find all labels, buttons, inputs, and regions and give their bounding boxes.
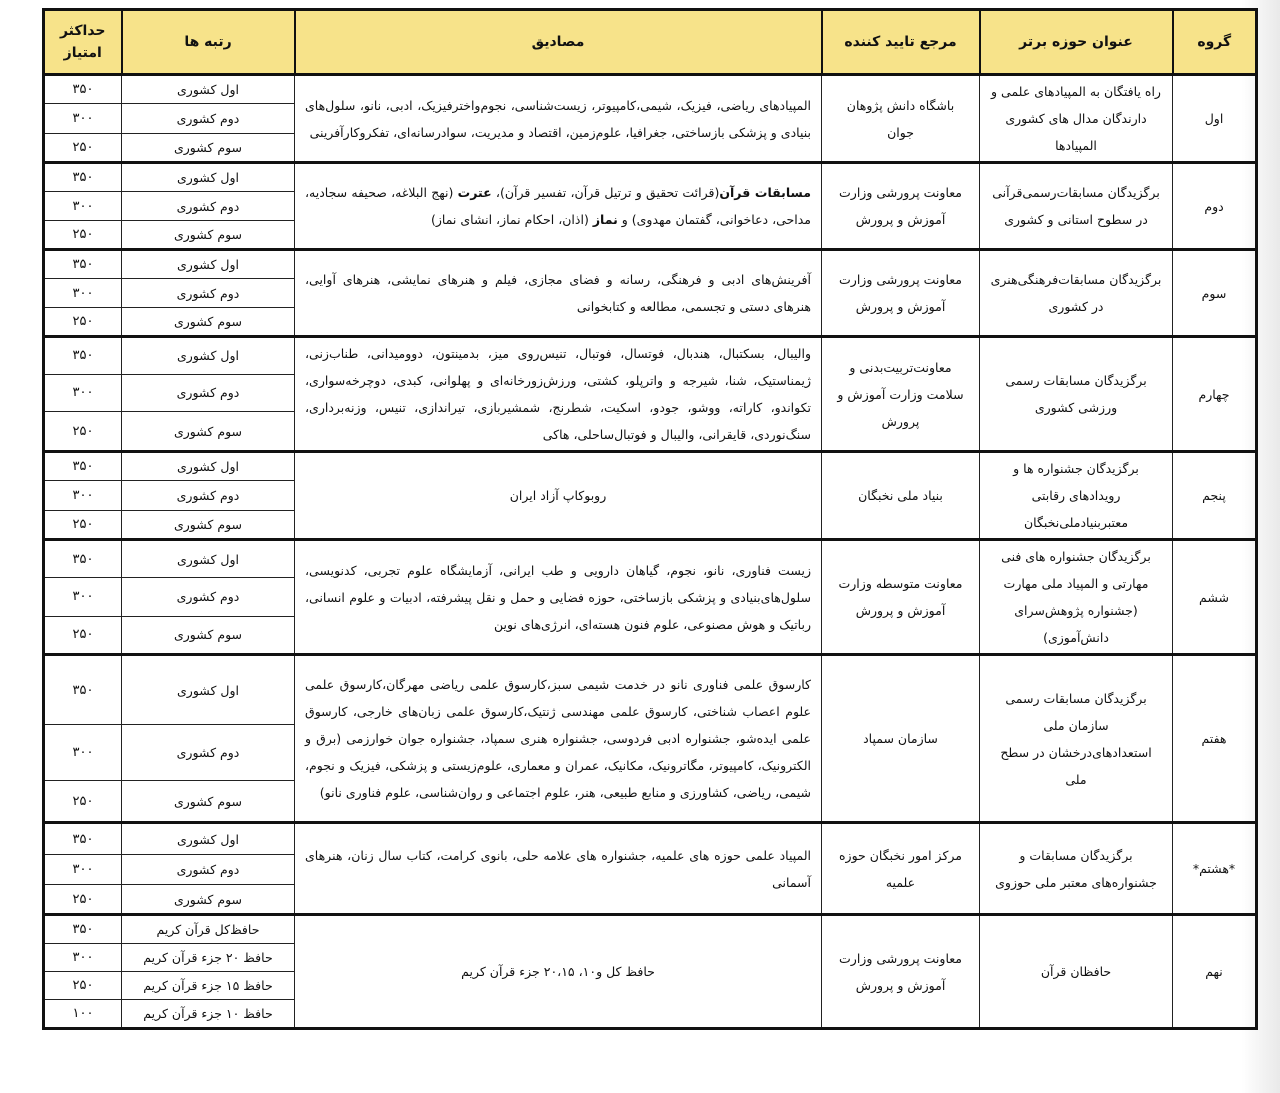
title-cell: برگزیدگان مسابقات و جشنواره‌های معتبر ملی حوزوی [980, 823, 1173, 915]
table-row [44, 823, 1257, 855]
header-authority: مرجع تایید کننده [822, 10, 980, 75]
header-max-score: حداکثر امتیاز [44, 10, 122, 75]
score-cell: ۲۵۰ [44, 221, 122, 250]
header-ranks: رتبه ها [122, 10, 295, 75]
score-cell: ۳۰۰ [44, 725, 122, 781]
title-cell: حافظان قرآن [980, 915, 1173, 1029]
score-cell: ۳۰۰ [44, 578, 122, 616]
header-group: گروه [1173, 10, 1257, 75]
rank-cell: سوم کشوری [122, 221, 295, 250]
table-row [44, 163, 1257, 192]
authority-cell: معاونت متوسطه وزارت آموزش و پرورش [822, 540, 980, 655]
rank-cell: دوم کشوری [122, 855, 295, 885]
authority-cell: باشگاه دانش پژوهان جوان [822, 75, 980, 163]
group-cell: هفتم [1173, 655, 1257, 823]
table-row [44, 655, 1257, 725]
header-row [44, 10, 1257, 75]
group-cell: اول [1173, 75, 1257, 163]
rank-cell: دوم کشوری [122, 481, 295, 510]
group-cell: *هشتم* [1173, 823, 1257, 915]
score-cell: ۳۵۰ [44, 823, 122, 855]
rank-cell: حافظ ۱۵ جزء قرآن کریم [122, 972, 295, 1000]
examples-bold: عترت [457, 185, 492, 200]
examples-bold: نماز [592, 212, 618, 227]
rank-cell: سوم کشوری [122, 510, 295, 539]
score-cell: ۳۵۰ [44, 452, 122, 481]
authority-cell: معاونت پرورشی وزارت آموزش و پرورش [822, 250, 980, 337]
authority-cell: معاونت پرورشی وزارت آموزش و پرورش [822, 915, 980, 1029]
examples-cell: روبوکاپ آزاد ایران [295, 452, 822, 540]
examples-cell: المپیاد علمی حوزه های علمیه، جشنواره های علامه حلی، بانوی کرامت، کتاب سال زنان، هنرهای آسمانی [295, 823, 822, 915]
rank-cell: سوم کشوری [122, 412, 295, 452]
rank-cell: سوم کشوری [122, 616, 295, 654]
score-cell: ۲۵۰ [44, 616, 122, 654]
examples-cell: زیست فناوری، نانو، نجوم، گیاهان دارویی و طب ایرانی، آزمایشگاه علوم تجربی، کدنویسی، سلول‌های‌بنیادی و پزشکی بازساختی، حوزه فضایی و حمل و نقل پیشرفته، ادبیات و علوم انسانی، رباتیک و هوش مصنوعی، علوم فنون هسته‌ای، انرژی‌های نوین [295, 540, 822, 655]
group-cell: پنجم [1173, 452, 1257, 540]
rank-cell: اول کشوری [122, 75, 295, 104]
table-row [44, 337, 1257, 375]
rank-cell: اول کشوری [122, 452, 295, 481]
score-cell: ۲۵۰ [44, 781, 122, 823]
title-cell: راه یافتگان به المپیادهای علمی و دارندگان مدال های کشوری المپیادها [980, 75, 1173, 163]
score-cell: ۲۵۰ [44, 972, 122, 1000]
title-cell: برگزیدگان جشنواره های فنی مهارتی و المپیاد ملی مهارت (جشنواره پژوهش‌سرای دانش‌آموزی) [980, 540, 1173, 655]
group-cell: چهارم [1173, 337, 1257, 452]
table-row [44, 250, 1257, 279]
rank-cell: سوم کشوری [122, 308, 295, 337]
examples-cell [295, 163, 822, 250]
authority-cell: مرکز امور نخبگان حوزه علمیه [822, 823, 980, 915]
score-cell: ۳۵۰ [44, 540, 122, 578]
score-cell: ۳۰۰ [44, 374, 122, 412]
rank-cell: دوم کشوری [122, 104, 295, 133]
examples-text: (نهج البلاغه، صحیفه سجادیه، مداحی، دعاخوانی، گفتمان مهدوی) و [305, 185, 811, 227]
examples-cell: کارسوق علمی فناوری نانو در خدمت شیمی سبز،کارسوق علمی ریاضی مهرگان،کارسوق علمی علوم اعصاب شناختی، کارسوق علمی مهندسی ژنتیک،کارسوق علمی زبان‌های خارجی، کارسوق علمی ایده‌شو، جشنواره ادبی فردوسی، جشنواره هنری سمپاد، جشنواره جوان خوارزمی (برق و الکترونیک، کامپیوتر، مگاترونیک، مکانیک، عمران و معماری، علوم‌زیستی و پزشکی، فیزیک و نجوم، شیمی، ریاضی، کشاورزی و منابع طبیعی، هنر، علوم اجتماعی و روان‌شناسی، علوم فناوری نانو) [295, 655, 822, 823]
table-row [44, 540, 1257, 578]
title-cell: برگزیدگان مسابقات رسمی سازمان ملی استعدادهای‌درخشان در سطح ملی [980, 655, 1173, 823]
rank-cell: اول کشوری [122, 163, 295, 192]
rank-cell: حافظ‌کل قرآن کریم [122, 915, 295, 944]
rank-cell: دوم کشوری [122, 374, 295, 412]
rank-cell: اول کشوری [122, 337, 295, 375]
table-row [44, 915, 1257, 944]
rank-cell: دوم کشوری [122, 578, 295, 616]
rank-cell: سوم کشوری [122, 781, 295, 823]
group-cell: سوم [1173, 250, 1257, 337]
examples-text: (قرائت تحقیق و ترتیل قرآن، تفسیر قرآن)، [491, 185, 720, 200]
score-cell: ۳۰۰ [44, 279, 122, 308]
rank-cell: حافظ ۱۰ جزء قرآن کریم [122, 1000, 295, 1029]
group-cell: دوم [1173, 163, 1257, 250]
rank-cell: سوم کشوری [122, 885, 295, 915]
score-cell: ۳۰۰ [44, 855, 122, 885]
title-cell: برگزیدگان مسابقات‌فرهنگی‌هنری در کشوری [980, 250, 1173, 337]
rank-cell: حافظ ۲۰ جزء قرآن کریم [122, 944, 295, 972]
score-cell: ۳۵۰ [44, 75, 122, 104]
title-cell: برگزیدگان مسابقات‌رسمی‌قرآنی در سطوح استانی و کشوری [980, 163, 1173, 250]
score-cell: ۳۵۰ [44, 655, 122, 725]
examples-text: (اذان، احکام نماز، انشای نماز) [430, 212, 593, 227]
table-row [44, 452, 1257, 481]
rank-cell: دوم کشوری [122, 279, 295, 308]
examples-cell: حافظ کل و۱۰، ۲۰،۱۵ جزء قرآن کریم [295, 915, 822, 1029]
examples-cell: والیبال، بسکتبال، هندبال، فوتسال، فوتبال، تنیس‌روی میز، بدمینتون، دوومیدانی، طناب‌زنی، ژیمناستیک، شنا، شیرجه و واترپلو، کشتی، ورزش‌زورخانه‌ای و پهلوانی، کبدی، دوچرخه‌سواری، تکواندو، کاراته، ووشو، جودو، اسکیت، شطرنج، شمشیربازی، تیراندازی، تنیس، وزنه‌برداری، سنگ‌نوردی، قایقرانی، والیبال و فوتبال‌ساحلی، هاکی [295, 337, 822, 452]
score-cell: ۳۰۰ [44, 192, 122, 221]
group-cell: نهم [1173, 915, 1257, 1029]
score-cell: ۲۵۰ [44, 308, 122, 337]
score-cell: ۳۰۰ [44, 481, 122, 510]
authority-cell: سازمان سمپاد [822, 655, 980, 823]
score-cell: ۲۵۰ [44, 510, 122, 539]
score-cell: ۳۵۰ [44, 915, 122, 944]
examples-cell: المپیادهای ریاضی، فیزیک، شیمی،کامپیوتر، زیست‌شناسی، نجوم‌واخترفیزیک، ادبی، نانو، سلول‌های بنیادی و پزشکی بازساختی، جغرافیا، علوم‌زمین، اقتصاد و مدیریت، سوادرسانه‌ای، تفکروکارآفرینی [295, 75, 822, 163]
rank-cell: اول کشوری [122, 250, 295, 279]
header-examples: مصادیق [295, 10, 822, 75]
score-cell: ۲۵۰ [44, 885, 122, 915]
score-cell: ۱۰۰ [44, 1000, 122, 1029]
score-cell: ۳۰۰ [44, 104, 122, 133]
rank-cell: اول کشوری [122, 540, 295, 578]
examples-cell: آفرینش‌های ادبی و فرهنگی، رسانه و فضای مجازی، فیلم و هنرهای نمایشی، هنرهای آوایی، هنرهای دستی و تجسمی، مطالعه و کتابخوانی [295, 250, 822, 337]
score-cell: ۳۵۰ [44, 337, 122, 375]
authority-cell: معاونت‌تربیت‌بدنی و سلامت وزارت آموزش و پرورش [822, 337, 980, 452]
header-title: عنوان حوزه برتر [980, 10, 1173, 75]
score-cell: ۳۰۰ [44, 944, 122, 972]
score-cell: ۲۵۰ [44, 133, 122, 162]
rank-cell: دوم کشوری [122, 725, 295, 781]
group-cell: ششم [1173, 540, 1257, 655]
awards-table [42, 8, 1258, 1030]
rank-cell: اول کشوری [122, 655, 295, 725]
rank-cell: اول کشوری [122, 823, 295, 855]
authority-cell: معاونت پرورشی وزارت آموزش و پرورش [822, 163, 980, 250]
table-row [44, 75, 1257, 104]
authority-cell: بنیاد ملی نخبگان [822, 452, 980, 540]
rank-cell: دوم کشوری [122, 192, 295, 221]
title-cell: برگزیدگان مسابقات رسمی ورزشی کشوری [980, 337, 1173, 452]
score-cell: ۳۵۰ [44, 163, 122, 192]
rank-cell: سوم کشوری [122, 133, 295, 162]
title-cell: برگزیدگان جشنواره ها و رویدادهای رقابتی معتبربنیادملی‌نخبگان [980, 452, 1173, 540]
score-cell: ۳۵۰ [44, 250, 122, 279]
examples-bold: مسابقات قرآن [719, 185, 812, 200]
score-cell: ۲۵۰ [44, 412, 122, 452]
